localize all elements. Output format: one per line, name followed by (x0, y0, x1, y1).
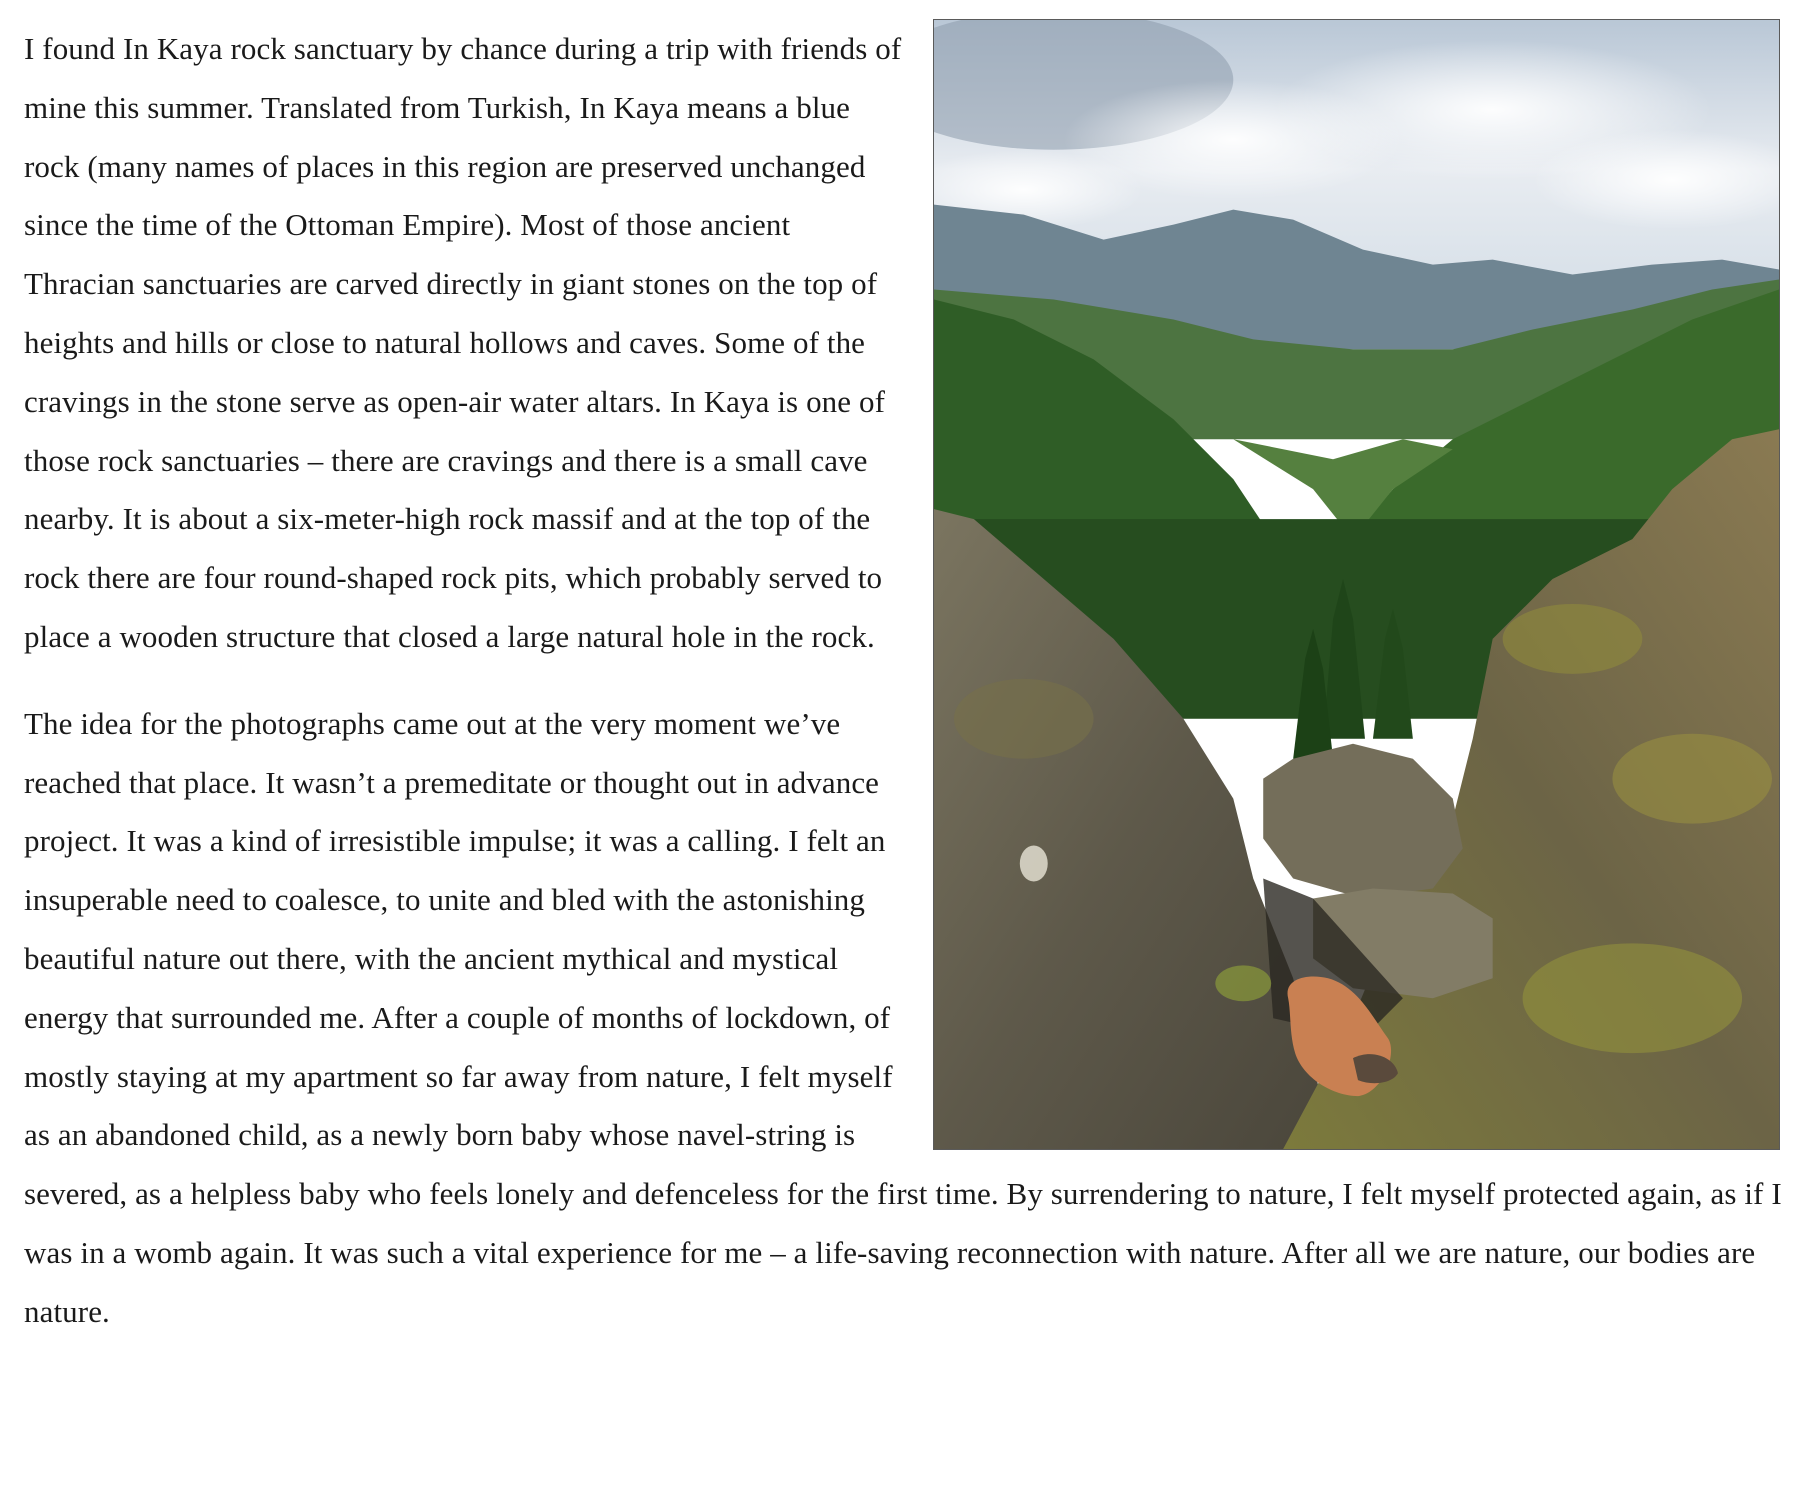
article-body (24, 20, 1784, 1342)
article-paragraph-2: The idea for the photographs came out at the very moment we’ve reached that place. It wasn’t a premeditate or thought out in advance project. It was a kind of irresistible impulse; it was a calling. I felt an insuperable need to coalesce, to unite and bled with the astonishing beautiful nature out there, with the ancient mythical and mystical energy that surrounded me. After a couple of months of lockdown, of mostly staying at my apartment so far away from nature, I felt myself as an abandoned child, as a newly born baby whose navel-string is severed, as a helpless baby who feels lonely and defenceless for the first time. By surrendering to nature, I felt myself protected again, as if I was in a womb again. It was such a vital experience for me – a life-saving reconnection with nature. After all we are nature, our bodies are nature. (24, 705, 1782, 1329)
article-paragraph-1: I found In Kaya rock sanctuary by chance during a trip with friends of mine this summer. Translated from Turkish, In Kaya means a blue rock (many names of places in this region are preserved unchanged since the time of the Ottoman Empire). Most of those ancient Thracian sanctuaries are carved directly in giant stones on the top of heights and hills or close to natural hollows and caves. Some of the cravings in the stone serve as open-air water altars. In Kaya is one of those rock sanctuaries – there are cravings and there is a small cave nearby. It is about a six-meter-high rock massif and at the top of the rock there are four round-shaped rock pits, which probably served to place a wooden structure that closed a large natural hole in the rock. (24, 31, 902, 654)
image-spacer (904, 20, 1784, 1150)
